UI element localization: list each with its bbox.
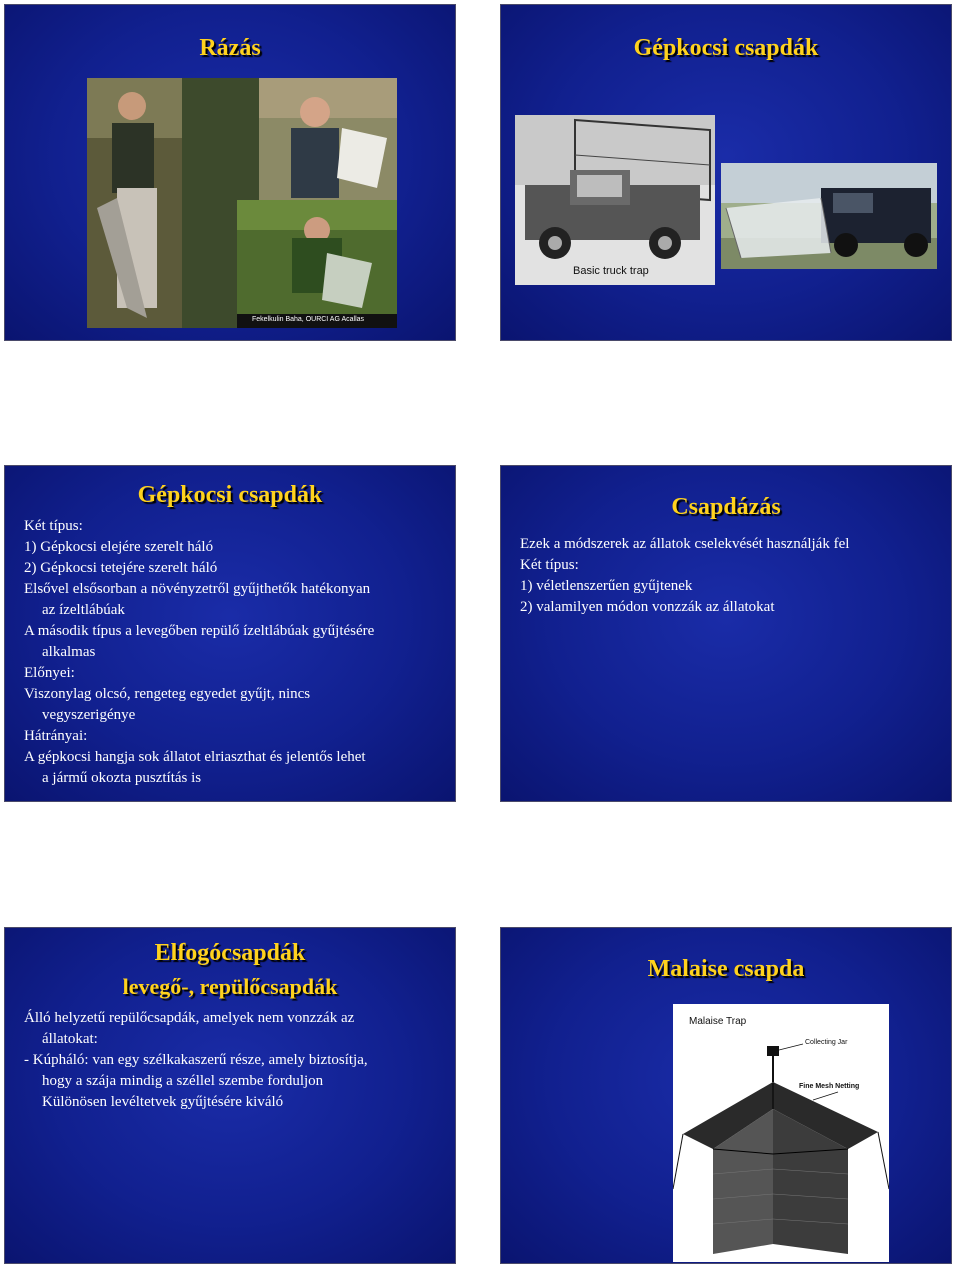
body-line: az ízeltlábúak xyxy=(42,602,125,618)
body-line: vegyszerigénye xyxy=(42,707,136,723)
slide-title: Csapdázás xyxy=(671,494,781,520)
body-line: A második típus a levegőben repülő ízeltlábúak gyűjtésére xyxy=(24,623,375,639)
slide-title: Gépkocsi csapdák xyxy=(633,35,819,61)
slide-gepkocsi-photos xyxy=(500,4,952,341)
diagram-title: Malaise Trap xyxy=(689,1016,747,1027)
body-line: Két típus: xyxy=(520,557,579,573)
slide-title: Elfogócsapdák xyxy=(154,940,306,966)
slide-body xyxy=(24,516,374,789)
slide-csapdazas xyxy=(500,465,952,802)
photo-credit: Fekelkulin Baha, OURCI AG Acallas xyxy=(252,316,365,323)
collage-graphic xyxy=(87,78,397,328)
label-fine-mesh-netting: Fine Mesh Netting xyxy=(799,1083,860,1090)
slide-elfogo xyxy=(4,927,456,1264)
body-line: Különösen levéltetvek gyűjtésére kiváló xyxy=(42,1094,284,1110)
body-line: Két típus: xyxy=(24,518,83,534)
body-line: 2) valamilyen módon vonzzák az állatokat xyxy=(520,599,775,615)
photo-collage xyxy=(87,78,397,328)
body-line: A gépkocsi hangja sok állatot elriaszthat és jelentős lehet xyxy=(24,749,366,765)
body-line: hogy a szája mindig a széllel szembe forduljon xyxy=(42,1073,324,1089)
body-line: alkalmas xyxy=(42,644,96,660)
body-line: Viszonylag olcsó, rengeteg egyedet gyűjt, nincs xyxy=(24,686,311,702)
body-line: 2) Gépkocsi tetejére szerelt háló xyxy=(24,560,218,576)
malaise-trap-drawing xyxy=(673,1004,889,1262)
slide-title: Malaise csapda xyxy=(647,956,805,982)
slide-malaise xyxy=(500,927,952,1264)
label-collecting-jar: Collecting Jar xyxy=(805,1039,848,1046)
truck-net-drawing xyxy=(721,163,937,269)
slide-body xyxy=(520,534,849,618)
body-line: 1) véletlenszerűen gyűjtenek xyxy=(520,578,693,594)
body-line: a jármű okozta pusztítás is xyxy=(42,770,202,786)
slide-subtitle: levegő-, repülőcsapdák xyxy=(122,974,338,999)
malaise-diagram xyxy=(673,1004,889,1262)
photo-caption: Basic truck trap xyxy=(573,265,649,277)
truck-trap-photo xyxy=(515,115,715,285)
body-line: állatokat: xyxy=(42,1031,98,1047)
body-line: Előnyei: xyxy=(24,665,75,681)
body-line: Ezek a módszerek az állatok cselekvését használják fel xyxy=(520,536,850,552)
slide-body xyxy=(24,1008,368,1113)
truck-net-photo xyxy=(721,163,937,269)
body-line: Hátrányai: xyxy=(24,728,88,744)
body-line: Elsővel elsősorban a növényzetről gyűjthetők hatékonyan xyxy=(24,581,371,597)
slide-razas xyxy=(4,4,456,341)
slide-title: Gépkocsi csapdák xyxy=(137,482,323,508)
slide-gepkocsi-text xyxy=(4,465,456,802)
body-line: 1) Gépkocsi elejére szerelt háló xyxy=(24,539,214,555)
body-line: - Kúpháló: van egy szélkakaszerű része, amely biztosítja, xyxy=(24,1052,368,1068)
slide-title: Rázás xyxy=(199,35,261,61)
body-line: Álló helyzetű repülőcsapdák, amelyek nem vonzzák az xyxy=(24,1010,355,1026)
truck-trap-drawing xyxy=(515,115,715,285)
